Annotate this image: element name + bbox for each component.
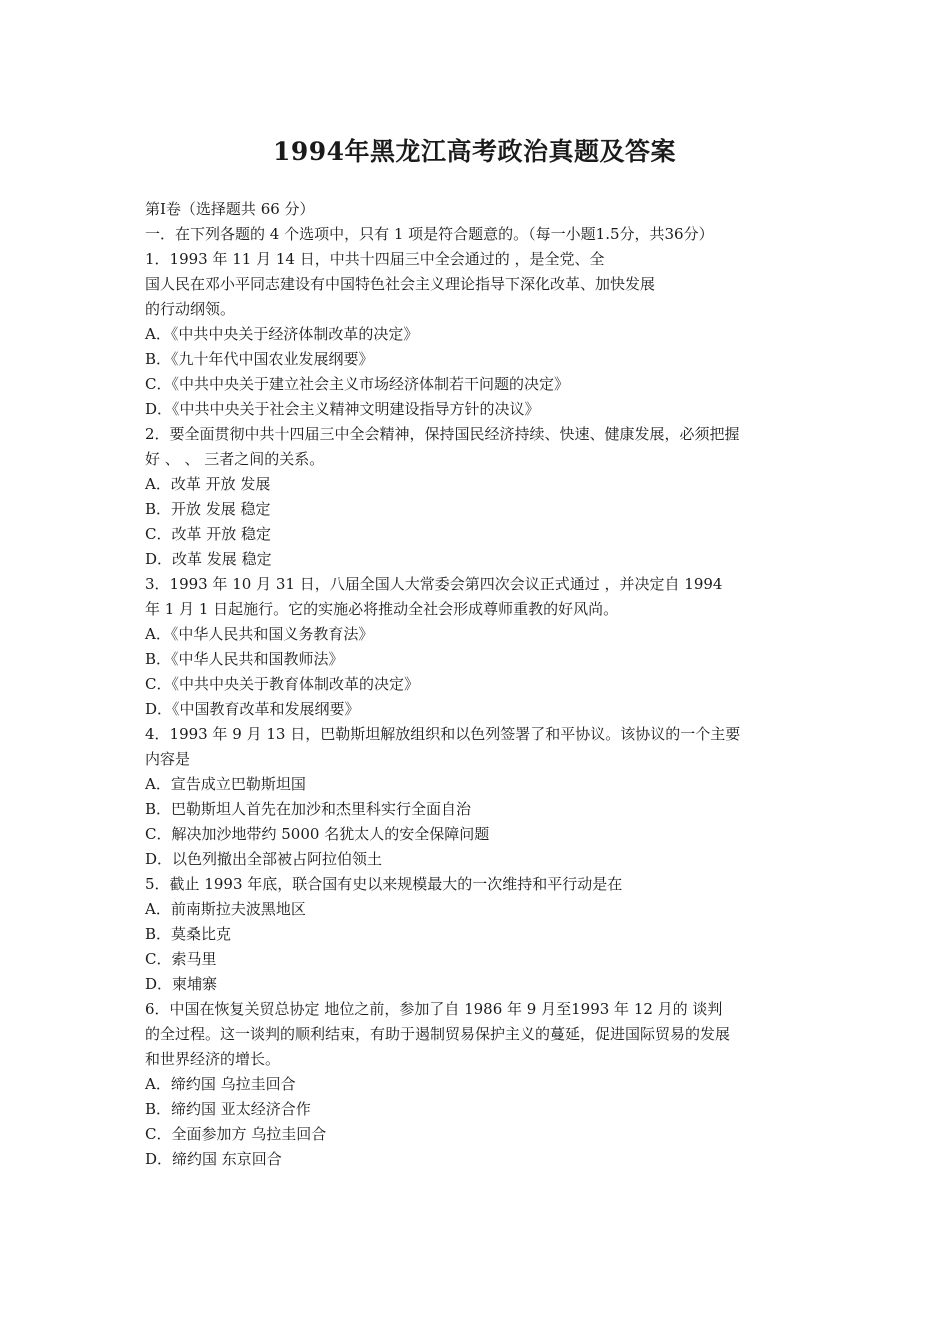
text-line: D．缔约国 东京回合 xyxy=(145,1150,282,1168)
document-title: 1994年黑龙江高考政治真题及答案 xyxy=(272,137,677,166)
text-line: C．解决加沙地带约 5000 名犹太人的安全保障问题 xyxy=(145,825,490,843)
text-line: C．《中共中央关于建立社会主义市场经济体制若干问题的决定》 xyxy=(145,375,569,393)
text-line: 2．要全面贯彻中共十四届三中全会精神，保持国民经济持续、快速、健康发展，必须把握 xyxy=(145,425,740,443)
text-line: D．柬埔寨 xyxy=(145,975,218,993)
text-line: B．莫桑比克 xyxy=(145,925,232,943)
text-line: C．全面参加方 乌拉圭回合 xyxy=(145,1125,327,1143)
text-line: 4．1993 年 9 月 13 日，巴勒斯坦解放组织和以色列签署了和平协议。该协议的一个主要 xyxy=(145,725,741,743)
text-line: A．《中共中央关于经济体制改革的决定》 xyxy=(145,325,419,343)
text-line: 1．1993 年 11 月 14 日，中共十四届三中全会通过的 ，是全党、全 xyxy=(145,250,605,268)
text-line: D．以色列撤出全部被占阿拉伯领土 xyxy=(145,850,383,868)
text-line: D．《中国教育改革和发展纲要》 xyxy=(145,700,360,718)
text-line: 内容是 xyxy=(145,750,191,768)
text-line: B．《中华人民共和国教师法》 xyxy=(145,650,344,668)
text-line: B．巴勒斯坦人首先在加沙和杰里科实行全面自治 xyxy=(145,800,472,818)
text-line: B．缔约国 亚太经济合作 xyxy=(145,1100,311,1118)
document-body xyxy=(145,197,815,1172)
text-line: 3．1993 年 10 月 31 日，八届全国人大常委会第四次会议正式通过 ，并决定自 1994 xyxy=(145,575,723,593)
text-line: 一．在下列各题的 4 个选项中，只有 1 项是符合题意的。（每一小题1.5分，共36分） xyxy=(145,225,714,243)
text-line: 的行动纲领。 xyxy=(145,300,236,318)
text-line: 的全过程。这一谈判的顺利结束，有助于遏制贸易保护主义的蔓延，促进国际贸易的发展 xyxy=(145,1025,731,1043)
text-line: C．《中共中央关于教育体制改革的决定》 xyxy=(145,675,419,693)
text-line: 国人民在邓小平同志建设有中国特色社会主义理论指导下深化改革、加快发展 xyxy=(145,275,656,293)
text-line: C．改革 开放 稳定 xyxy=(145,525,272,543)
text-line: A．缔约国 乌拉圭回合 xyxy=(145,1075,296,1093)
text-line: C．索马里 xyxy=(145,950,217,968)
text-line: B．《九十年代中国农业发展纲要》 xyxy=(145,350,374,368)
text-line: 好 、 、 三者之间的关系。 xyxy=(145,450,325,468)
text-line: 和世界经济的增长。 xyxy=(145,1050,281,1068)
text-line: D．《中共中央关于社会主义精神文明建设指导方针的决议》 xyxy=(145,400,540,418)
text-line: 5．截止 1993 年底，联合国有史以来规模最大的一次维持和平行动是在 xyxy=(145,875,623,893)
text-line: 6．中国在恢复关贸总协定 地位之前，参加了自 1986 年 9 月至1993 年 12 月的 谈判 xyxy=(145,1000,723,1018)
text-line: D．改革 发展 稳定 xyxy=(145,550,272,568)
text-line: B．开放 发展 稳定 xyxy=(145,500,271,518)
text-line: A．改革 开放 发展 xyxy=(145,475,271,493)
text-line: A．宣告成立巴勒斯坦国 xyxy=(145,775,306,793)
text-line: A．前南斯拉夫波黑地区 xyxy=(145,900,306,918)
text-line: A．《中华人民共和国义务教育法》 xyxy=(145,625,374,643)
text-line: 第Ⅰ卷（选择题共 66 分） xyxy=(145,200,315,218)
text-line: 年 1 月 1 日起施行。它的实施必将推动全社会形成尊师重教的好风尚。 xyxy=(145,600,619,618)
